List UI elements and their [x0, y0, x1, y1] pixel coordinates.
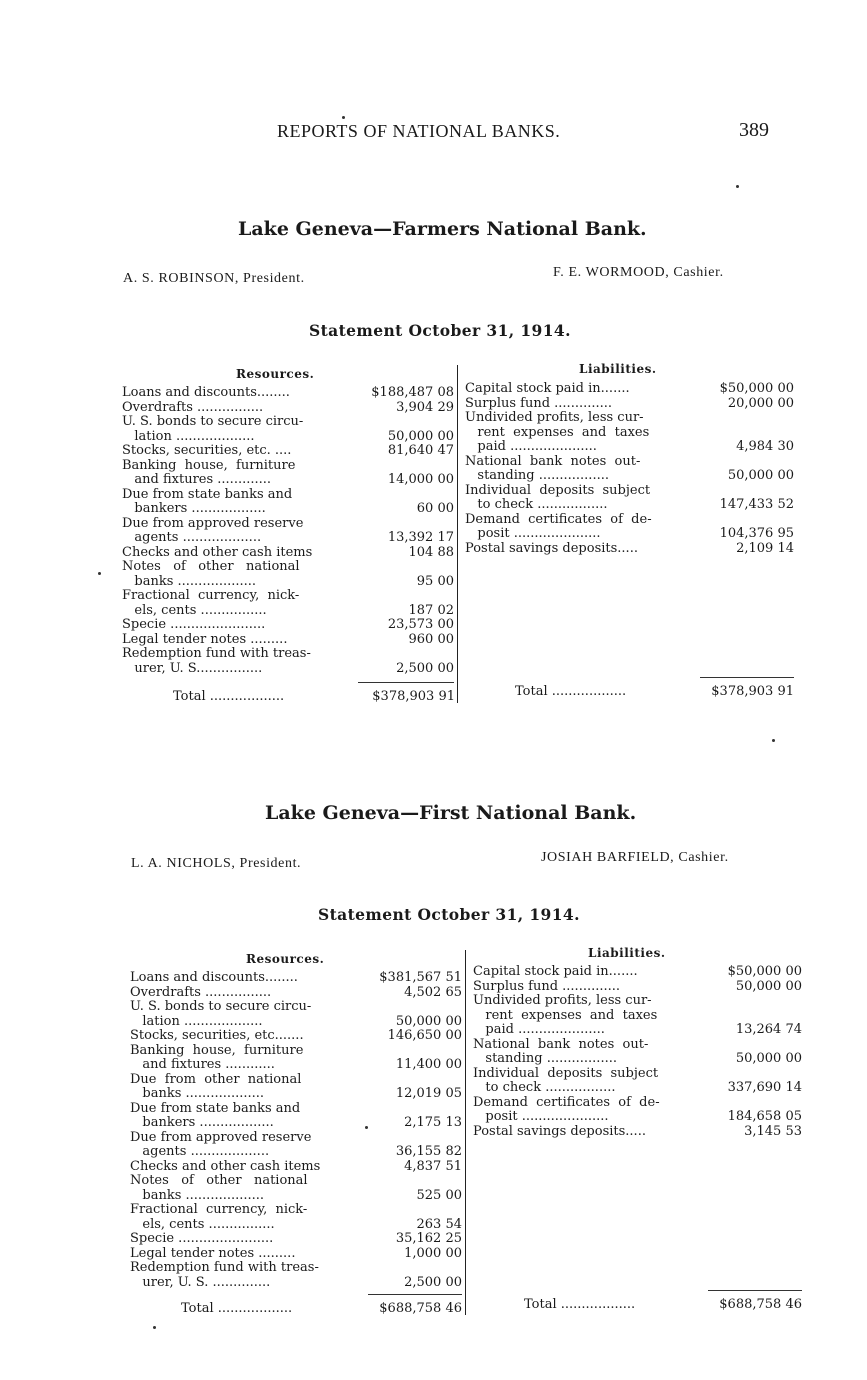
row-amount: $50,000 00: [727, 964, 802, 979]
row-label: and fixtures ............: [130, 1057, 275, 1072]
print-speck: [736, 185, 739, 188]
row-amount: 95 00: [416, 573, 454, 589]
row-label: Due from state banks and: [130, 1100, 301, 1116]
row-label: Individual deposits subject: [473, 1065, 659, 1081]
running-title: REPORTS OF NATIONAL BANKS.: [277, 121, 561, 141]
row-label: Undivided profits, less cur-: [465, 410, 644, 425]
row-amount: 4,502 65: [404, 984, 462, 1000]
row-label: Overdrafts ................: [122, 399, 264, 415]
row-label: lation ...................: [122, 428, 255, 444]
row-label: standing .................: [465, 468, 609, 483]
row-amount: $188,487 08: [371, 385, 454, 400]
print-speck: [772, 739, 775, 742]
row-label: Surplus fund ..............: [465, 395, 613, 411]
row-amount: 960 00: [408, 631, 454, 647]
page-number: 389: [739, 119, 769, 141]
print-speck: [365, 1126, 368, 1129]
row-label: Individual deposits subject: [465, 482, 651, 498]
row-label: paid .....................: [473, 1022, 605, 1037]
total-label: Total ..................: [173, 689, 285, 704]
row-amount: 263 54: [416, 1216, 462, 1232]
print-speck: [153, 1326, 156, 1329]
row-label: Capital stock paid in.......: [465, 381, 630, 396]
row-label: U. S. bonds to secure circu-: [122, 414, 304, 429]
cashier-name: F. E. WORMOOD, Cashier.: [553, 265, 724, 280]
total-label: Total ..................: [181, 1301, 293, 1316]
row-amount: 1,000 00: [404, 1245, 462, 1261]
statement-date: Statement October 31, 1914.: [309, 321, 571, 340]
row-label: agents ...................: [130, 1144, 270, 1159]
row-label: urer, U. S. ..............: [130, 1274, 271, 1290]
row-amount: 36,155 82: [395, 1144, 462, 1159]
row-amount: 4,984 30: [736, 439, 794, 454]
row-amount: 50,000 00: [735, 1051, 802, 1066]
row-label: Demand certificates of de-: [473, 1094, 660, 1110]
row-label: els, cents ................: [130, 1216, 275, 1232]
row-label: Postal savings deposits.....: [465, 540, 638, 556]
row-label: urer, U. S................: [122, 660, 263, 676]
row-amount: 50,000 00: [735, 978, 802, 994]
total-label: Total ..................: [524, 1297, 636, 1312]
row-amount: 2,500 00: [404, 1274, 462, 1290]
president-name: L. A. NICHOLS, President.: [131, 856, 302, 871]
row-label: Fractional currency, nick-: [122, 588, 300, 603]
total-label: Total ..................: [515, 684, 627, 699]
row-label: Banking house, furniture: [130, 1042, 304, 1058]
total-amount: $688,758 46: [379, 1301, 462, 1316]
row-label: Redemption fund with treas-: [130, 1260, 319, 1275]
row-label: lation ...................: [130, 1013, 263, 1029]
president-name: A. S. ROBINSON, President.: [123, 271, 305, 286]
column-divider: [457, 365, 458, 703]
row-amount: 11,400 00: [395, 1057, 462, 1072]
row-amount: 35,162 25: [395, 1231, 462, 1246]
row-amount: 337,690 14: [727, 1080, 802, 1095]
total-amount: $688,758 46: [719, 1297, 802, 1312]
row-amount: 81,640 47: [387, 443, 454, 458]
column-divider: [465, 950, 466, 1315]
row-amount: 525 00: [416, 1187, 462, 1203]
total-amount: $378,903 91: [711, 684, 794, 699]
row-label: Fractional currency, nick-: [130, 1202, 308, 1217]
row-amount: 3,145 53: [744, 1123, 802, 1139]
resources-heading: Resources.: [246, 952, 325, 966]
row-label: Specie .......................: [122, 617, 266, 632]
row-amount: 50,000 00: [387, 428, 454, 444]
liabilities-total-rule: [708, 1290, 802, 1291]
liabilities-heading: Liabilities.: [579, 362, 657, 376]
row-label: posit .....................: [473, 1109, 609, 1124]
liabilities-heading: Liabilities.: [588, 946, 666, 960]
bank-title: Lake Geneva—Farmers National Bank.: [238, 218, 647, 240]
row-amount: 60 00: [416, 501, 454, 516]
row-amount: 104,376 95: [719, 526, 794, 541]
row-label: Banking house, furniture: [122, 457, 296, 473]
row-label: Capital stock paid in.......: [473, 964, 638, 979]
row-label: Due from other national: [130, 1071, 302, 1087]
row-label: posit .....................: [465, 526, 601, 541]
print-speck: [98, 572, 101, 575]
row-label: standing .................: [473, 1051, 617, 1066]
row-label: Checks and other cash items: [122, 544, 313, 560]
row-label: National bank notes out-: [473, 1036, 649, 1052]
row-amount: 12,019 05: [395, 1086, 462, 1101]
row-label: Specie .......................: [130, 1231, 274, 1246]
row-label: rent expenses and taxes: [465, 424, 650, 440]
row-label: Notes of other national: [122, 559, 300, 574]
resources-heading: Resources.: [236, 367, 315, 381]
row-label: Surplus fund ..............: [473, 978, 621, 994]
row-label: banks ...................: [130, 1187, 265, 1203]
row-amount: 184,658 05: [727, 1109, 802, 1124]
row-amount: 2,109 14: [736, 540, 794, 556]
resources-total-rule: [368, 1294, 462, 1295]
row-amount: $50,000 00: [719, 381, 794, 396]
row-amount: 50,000 00: [395, 1013, 462, 1029]
row-amount: 2,175 13: [404, 1115, 462, 1130]
row-label: U. S. bonds to secure circu-: [130, 999, 312, 1014]
row-label: Undivided profits, less cur-: [473, 993, 652, 1008]
row-amount: 14,000 00: [387, 472, 454, 487]
statement-date: Statement October 31, 1914.: [318, 905, 580, 924]
row-label: Due from approved reserve: [130, 1129, 312, 1145]
row-label: Overdrafts ................: [130, 984, 272, 1000]
row-amount: 104 88: [408, 544, 454, 560]
row-amount: 3,904 29: [396, 399, 454, 415]
print-speck: [342, 116, 345, 119]
row-label: Checks and other cash items: [130, 1158, 321, 1174]
row-amount: 20,000 00: [727, 395, 794, 411]
row-amount: 23,573 00: [387, 617, 454, 632]
row-label: Stocks, securities, etc. ....: [122, 443, 292, 458]
row-amount: 2,500 00: [396, 660, 454, 676]
row-label: Loans and discounts........: [122, 385, 290, 400]
row-amount: 147,433 52: [719, 497, 794, 512]
total-amount: $378,903 91: [372, 689, 455, 704]
row-label: Notes of other national: [130, 1173, 308, 1188]
row-amount: 4,837 51: [404, 1158, 462, 1174]
cashier-name: JOSIAH BARFIELD, Cashier.: [541, 850, 729, 865]
row-label: Stocks, securities, etc.......: [130, 1028, 304, 1043]
row-label: and fixtures .............: [122, 472, 272, 487]
row-label: to check .................: [465, 497, 608, 512]
row-amount: 146,650 00: [387, 1028, 462, 1043]
row-label: bankers ..................: [130, 1115, 274, 1130]
row-amount: 13,264 74: [735, 1022, 802, 1037]
row-label: Loans and discounts........: [130, 970, 298, 985]
row-label: National bank notes out-: [465, 453, 641, 469]
row-label: agents ...................: [122, 530, 262, 545]
row-label: Legal tender notes .........: [122, 631, 288, 647]
liabilities-total-rule: [700, 677, 794, 678]
row-label: bankers ..................: [122, 501, 266, 516]
row-amount: 13,392 17: [387, 530, 454, 545]
row-label: Postal savings deposits.....: [473, 1123, 646, 1139]
row-label: paid .....................: [465, 439, 597, 454]
row-label: banks ...................: [122, 573, 257, 589]
row-amount: 50,000 00: [727, 468, 794, 483]
row-label: banks ...................: [130, 1086, 265, 1101]
row-amount: $381,567 51: [379, 970, 462, 985]
row-amount: 187 02: [408, 602, 454, 618]
row-label: Legal tender notes .........: [130, 1245, 296, 1261]
row-label: Due from approved reserve: [122, 515, 304, 531]
bank-title: Lake Geneva—First National Bank.: [265, 802, 637, 824]
row-label: rent expenses and taxes: [473, 1007, 658, 1023]
row-label: Demand certificates of de-: [465, 511, 652, 527]
row-label: Due from state banks and: [122, 486, 293, 502]
row-label: els, cents ................: [122, 602, 267, 618]
row-label: Redemption fund with treas-: [122, 646, 311, 661]
row-label: to check .................: [473, 1080, 616, 1095]
resources-total-rule: [358, 682, 454, 683]
